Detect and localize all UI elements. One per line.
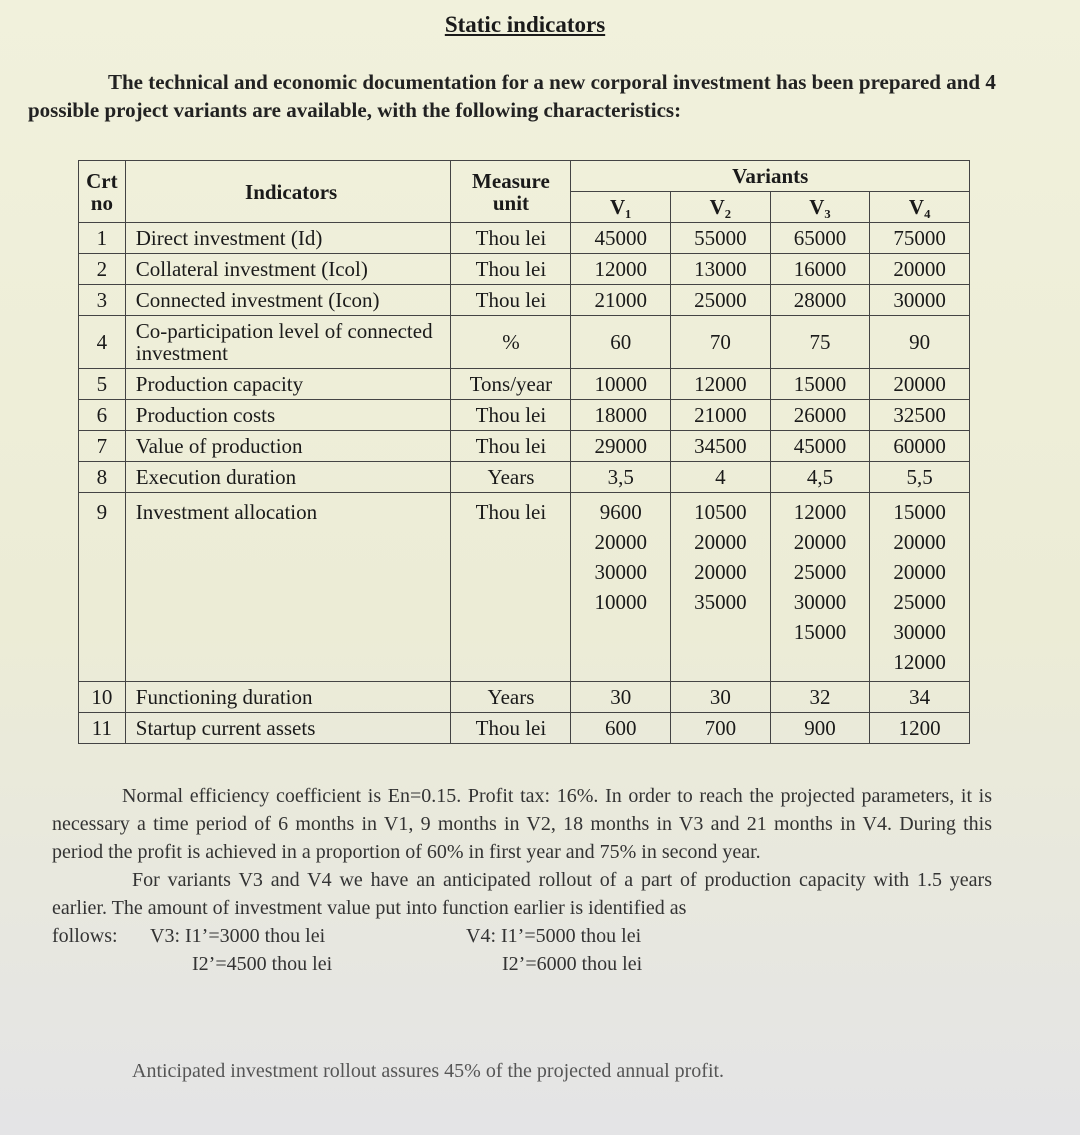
row-no: 2 <box>79 254 126 285</box>
row-no: 11 <box>79 713 126 744</box>
row-v2: 4 <box>671 462 771 493</box>
row-unit: Thou lei <box>451 400 571 431</box>
alloc-value: 15000 <box>793 620 847 644</box>
alloc-v2 <box>671 493 771 682</box>
row-v2: 12000 <box>671 369 771 400</box>
row-indicator: Connected investment (Icon) <box>125 285 451 316</box>
header-v1: V₁ <box>571 192 671 223</box>
table-row <box>79 285 970 316</box>
header-indicators: Indicators <box>125 161 451 223</box>
row-v2: 34500 <box>671 431 771 462</box>
row-indicator: Direct investment (Id) <box>125 223 451 254</box>
row-v2: 700 <box>671 713 771 744</box>
row-no: 8 <box>79 462 126 493</box>
row-v2: 13000 <box>671 254 771 285</box>
alloc-value: 15000 <box>893 500 946 524</box>
row-unit: % <box>451 316 571 369</box>
row-no: 5 <box>79 369 126 400</box>
row-unit: Years <box>451 462 571 493</box>
row-v1: 10000 <box>571 369 671 400</box>
row-v3: 900 <box>770 713 870 744</box>
row-v2: 70 <box>671 316 771 369</box>
row-v1: 3,5 <box>571 462 671 493</box>
notes-section <box>52 782 992 978</box>
table-row <box>79 431 970 462</box>
table-row <box>79 316 970 369</box>
row-unit: Thou lei <box>451 285 571 316</box>
alloc-value: 30000 <box>793 590 847 614</box>
header-v2: V₂ <box>671 192 771 223</box>
row-no: 7 <box>79 431 126 462</box>
row-v3: 32 <box>770 682 870 713</box>
header-v4: V₄ <box>870 192 970 223</box>
alloc-value: 20000 <box>694 530 747 554</box>
row-unit: Thou lei <box>451 223 571 254</box>
alloc-indicator: Investment allocation <box>135 500 318 524</box>
row-v3: 4,5 <box>770 462 870 493</box>
v4-i1: V4: I1’=5000 thou lei <box>466 925 642 947</box>
alloc-value: 30000 <box>893 620 946 644</box>
table-row <box>79 462 970 493</box>
row-v1: 21000 <box>571 285 671 316</box>
alloc-value: 10000 <box>594 590 647 614</box>
table-row <box>79 369 970 400</box>
v4-i2: I2’=6000 thou lei <box>502 953 643 975</box>
row-v4: 30000 <box>870 285 970 316</box>
row-unit: Thou lei <box>451 431 571 462</box>
alloc-value: 30000 <box>594 560 647 584</box>
row-no: 6 <box>79 400 126 431</box>
row-v1: 600 <box>571 713 671 744</box>
row-v2: 25000 <box>671 285 771 316</box>
alloc-value: 20000 <box>694 560 747 584</box>
notes-paragraph-1: Normal efficiency coefficient is En=0.15. Profit tax: 16%. In order to reach the projected parameters, it is necessary a time period of 6 months in V1, 9 months in V2, 18 months in V3 and 21 months in V4. During this period the profit is achieved in a proportion of 60% in first year and 75% in second year. <box>52 785 992 863</box>
v3-i1: V3: I1’=3000 thou lei <box>150 925 326 947</box>
table-row <box>79 223 970 254</box>
table-row <box>79 400 970 431</box>
table-row <box>79 713 970 744</box>
row-v1: 29000 <box>571 431 671 462</box>
header-crt-no: Crt no <box>79 161 126 223</box>
page-title: Static indicators <box>444 12 606 37</box>
indicators-table <box>78 160 970 744</box>
row-no: 10 <box>79 682 126 713</box>
alloc-value: 20000 <box>893 560 946 584</box>
row-v1: 30 <box>571 682 671 713</box>
follows-block <box>52 922 992 978</box>
row-unit: Thou lei <box>451 254 571 285</box>
v3-i2: I2’=4500 thou lei <box>192 953 333 975</box>
row-indicator: Execution duration <box>125 462 451 493</box>
row-indicator: Collateral investment (Icol) <box>125 254 451 285</box>
alloc-value: 25000 <box>793 560 847 584</box>
row-unit: Years <box>451 682 571 713</box>
alloc-value: 12000 <box>793 500 847 524</box>
row-no: 1 <box>79 223 126 254</box>
row-v4: 90 <box>870 316 970 369</box>
row-unit: Thou lei <box>451 713 571 744</box>
row-indicator: Co-participation level of connected investment <box>125 316 451 369</box>
alloc-v1 <box>571 493 671 682</box>
row-v4: 1200 <box>870 713 970 744</box>
row-v3: 45000 <box>770 431 870 462</box>
row-v4: 60000 <box>870 431 970 462</box>
intro-text: The technical and economic documentation for a new corporal investment has been prepared and 4 possible project variants are available, with the following characteristics: <box>28 70 996 122</box>
row-indicator: Startup current assets <box>125 713 451 744</box>
alloc-value: 20000 <box>893 530 946 554</box>
alloc-no: 9 <box>96 500 108 524</box>
alloc-value: 20000 <box>594 530 647 554</box>
row-v2: 21000 <box>671 400 771 431</box>
row-v3: 28000 <box>770 285 870 316</box>
row-indicator: Production costs <box>125 400 451 431</box>
alloc-v3 <box>770 493 870 682</box>
row-indicator <box>125 493 451 682</box>
follows-label: follows: <box>52 925 118 947</box>
row-unit: Tons/year <box>451 369 571 400</box>
alloc-value: 20000 <box>793 530 847 554</box>
footer-note: Anticipated investment rollout assures 45% of the projected annual profit. <box>132 1060 725 1082</box>
header-variants: Variants <box>571 161 970 192</box>
header-v3: V₃ <box>770 192 870 223</box>
row-v3: 15000 <box>770 369 870 400</box>
alloc-value: 9600 <box>599 500 642 524</box>
row-v3: 75 <box>770 316 870 369</box>
alloc-value: 35000 <box>694 590 747 614</box>
header-measure-unit: Measure unit <box>451 161 571 223</box>
row-no <box>79 493 126 682</box>
table-row <box>79 682 970 713</box>
alloc-unit: Thou lei <box>475 500 547 524</box>
row-no: 3 <box>79 285 126 316</box>
row-v2: 55000 <box>671 223 771 254</box>
row-v3: 16000 <box>770 254 870 285</box>
row-v4: 20000 <box>870 369 970 400</box>
row-indicator: Functioning duration <box>125 682 451 713</box>
table-row <box>79 254 970 285</box>
alloc-value: 12000 <box>893 650 946 674</box>
alloc-value: 10500 <box>694 500 747 524</box>
row-indicator: Production capacity <box>125 369 451 400</box>
row-v4: 75000 <box>870 223 970 254</box>
row-v1: 45000 <box>571 223 671 254</box>
row-v1: 12000 <box>571 254 671 285</box>
intro-paragraph <box>28 68 1018 124</box>
row-v3: 65000 <box>770 223 870 254</box>
row-no: 4 <box>79 316 126 369</box>
notes-paragraph-2: For variants V3 and V4 we have an anticipated rollout of a part of production capacity with 1.5 years earlier. The amount of investment value put into function earlier is identified as <box>52 869 992 919</box>
row-v4: 32500 <box>870 400 970 431</box>
row-v3: 26000 <box>770 400 870 431</box>
row-v4: 5,5 <box>870 462 970 493</box>
row-v2: 30 <box>671 682 771 713</box>
row-v1: 18000 <box>571 400 671 431</box>
table-row-allocation <box>79 493 970 682</box>
row-v4: 34 <box>870 682 970 713</box>
row-v1: 60 <box>571 316 671 369</box>
row-v4: 20000 <box>870 254 970 285</box>
alloc-v4 <box>870 493 970 682</box>
row-unit <box>451 493 571 682</box>
alloc-value: 25000 <box>893 590 946 614</box>
row-indicator: Value of production <box>125 431 451 462</box>
